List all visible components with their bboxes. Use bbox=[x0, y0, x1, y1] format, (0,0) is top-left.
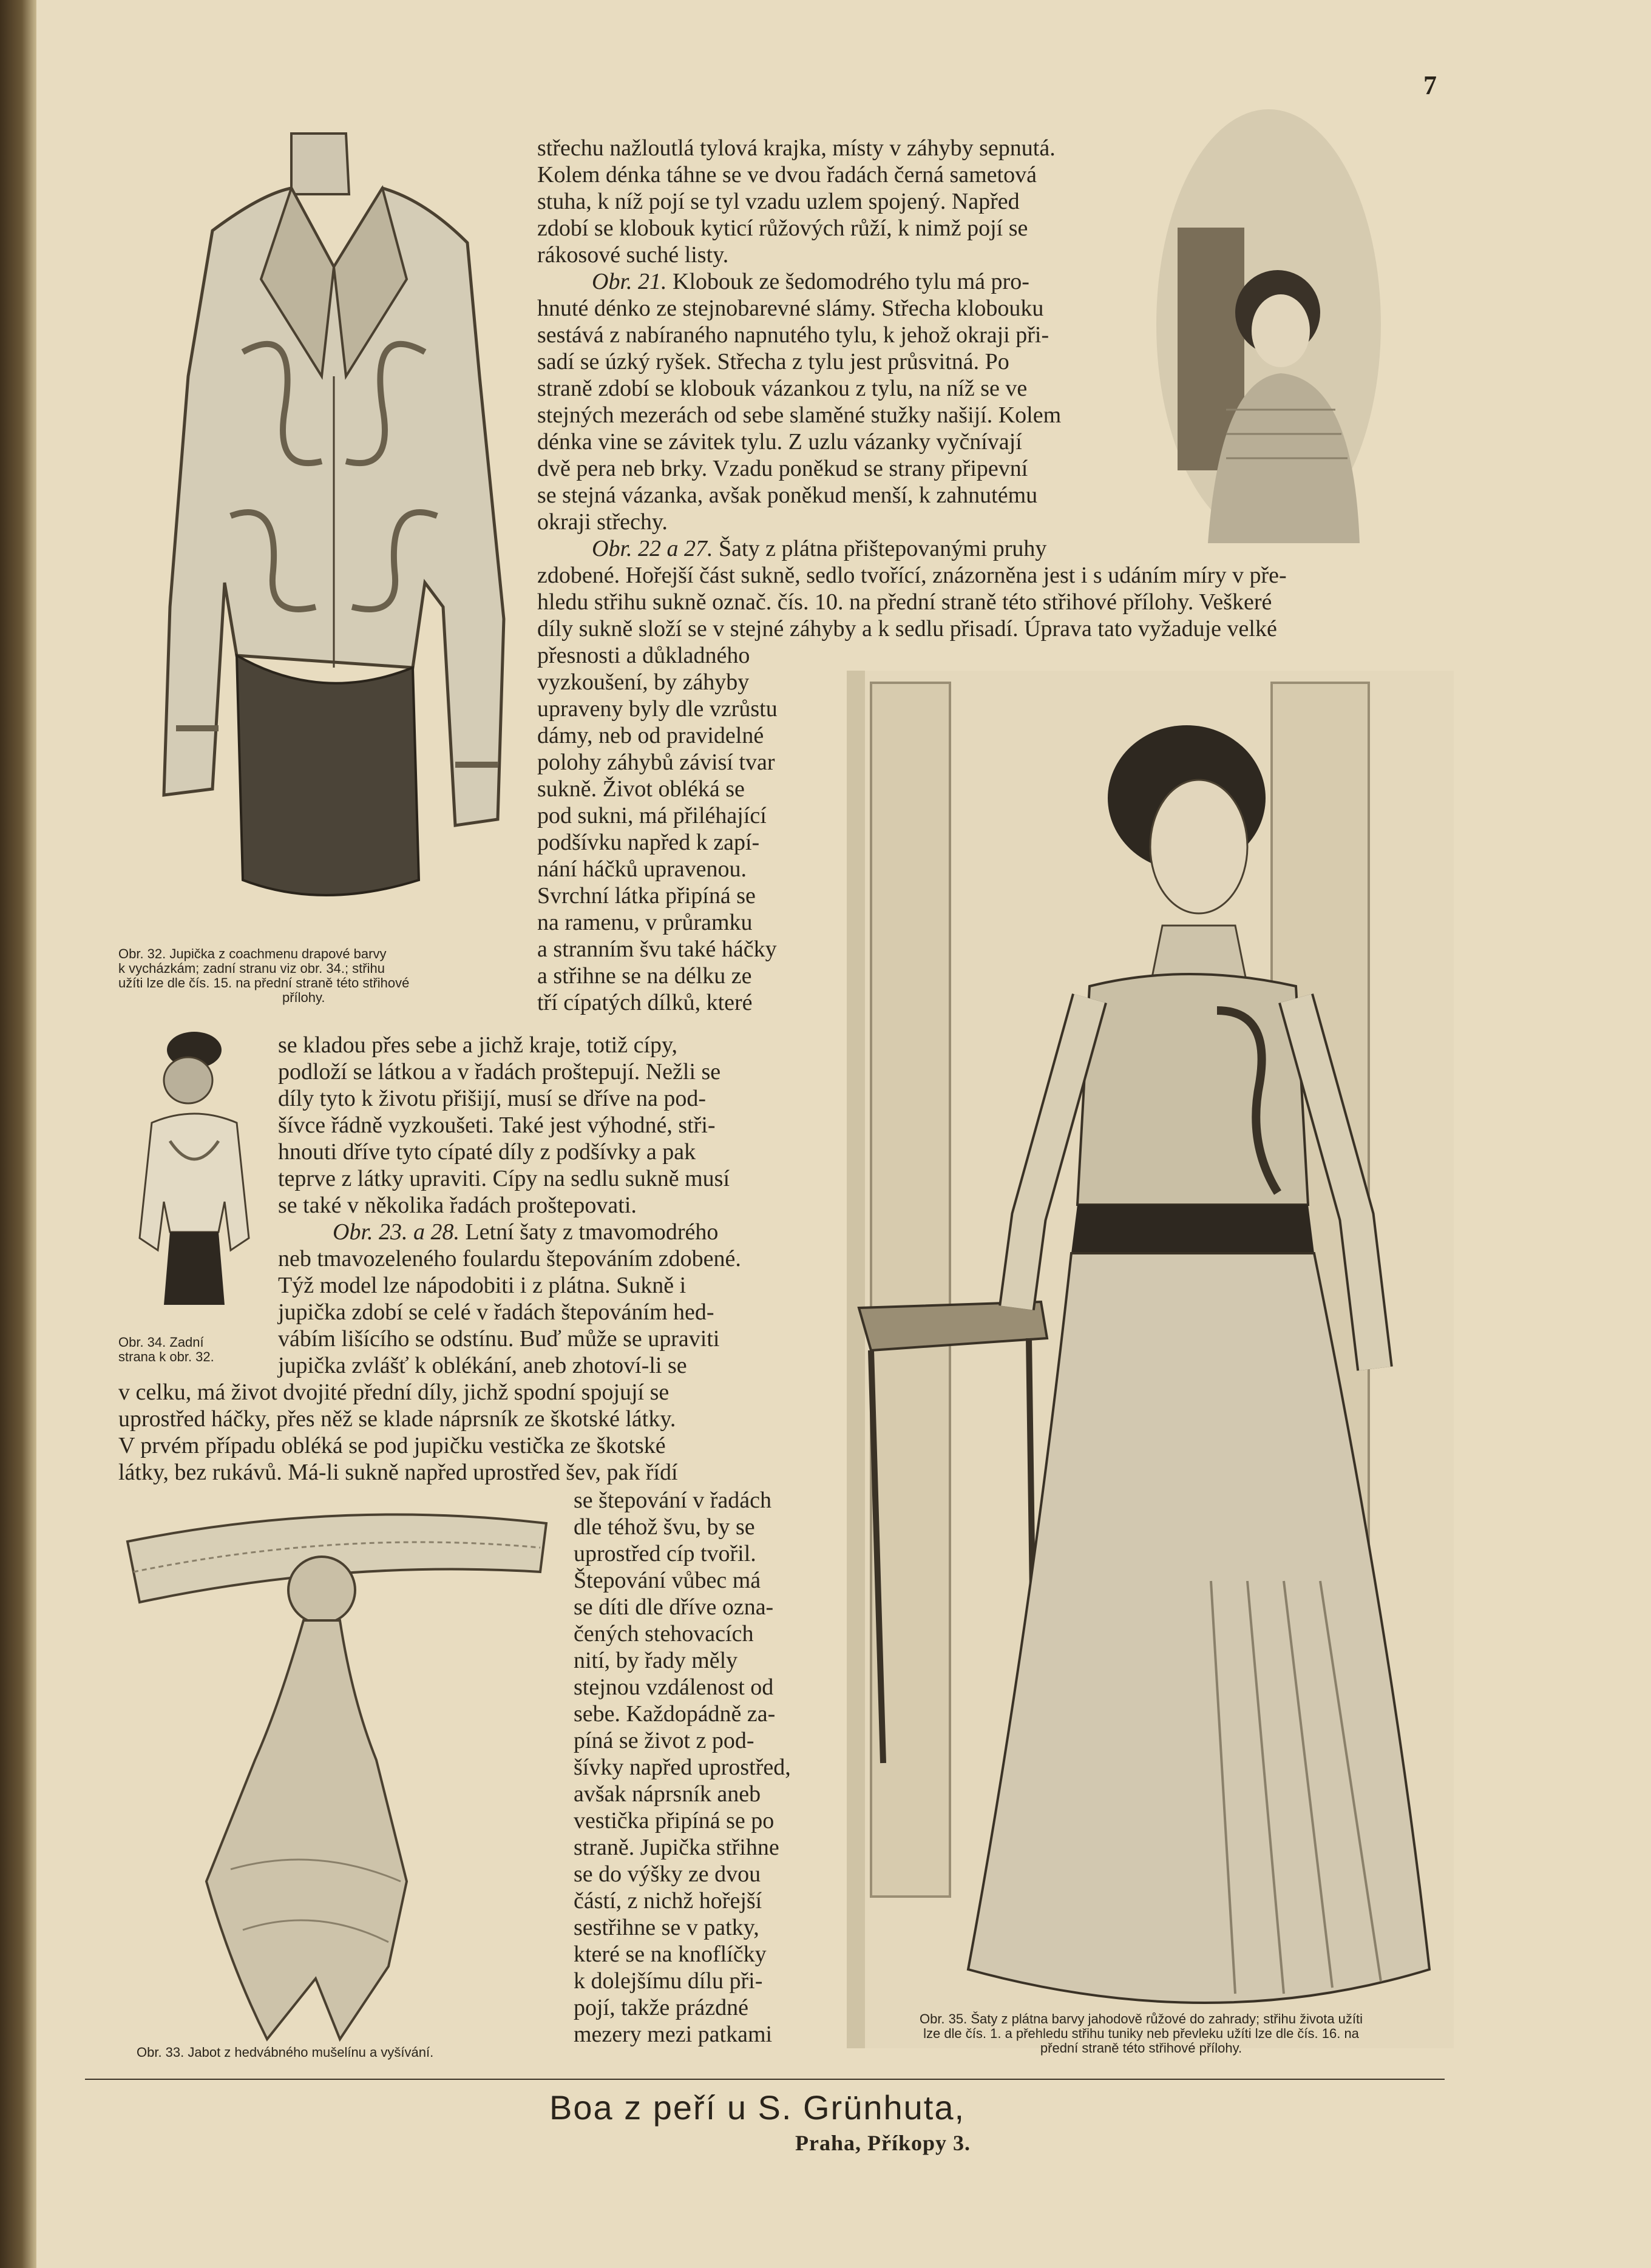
text-line: sukně. Život obléká se bbox=[537, 776, 745, 802]
text-line: se stejná vázanka, avšak poněkud menší, k zahnutému bbox=[537, 482, 1038, 508]
caption-line: Obr. 32. Jupička z coachmenu drapové barvy bbox=[118, 946, 387, 961]
text-block-obr22-wide bbox=[537, 562, 1448, 642]
advertisement-address: Praha, Příkopy 3. bbox=[795, 2131, 971, 2155]
text-line: šívky napřed uprostřed, bbox=[574, 1755, 791, 1780]
text-line: neb tmavozeleného foulardu štepováním zdobené. bbox=[278, 1246, 741, 1271]
footer-divider bbox=[85, 2079, 1445, 2080]
caption-line: k vycházkám; zadní stranu viz obr. 34.; střihu bbox=[118, 961, 385, 976]
jacket-drawing bbox=[140, 121, 528, 910]
text-line: šívce řádně vyzkoušeti. Také jest výhodné, stři- bbox=[278, 1112, 716, 1138]
text-line: dle téhož švu, by se bbox=[574, 1514, 755, 1540]
text-line: rákosové suché listy. bbox=[537, 242, 729, 268]
text-line: se kladou přes sebe a jichž kraje, totiž cípy, bbox=[278, 1032, 678, 1058]
text-line: vestička připíná se po bbox=[574, 1808, 775, 1833]
text-block-1 bbox=[537, 135, 1144, 268]
text-block-obr21 bbox=[537, 268, 1144, 535]
text-line: částí, z nichž hořejší bbox=[574, 1888, 762, 1914]
text-block-7 bbox=[118, 1379, 803, 1486]
text-line: zdobí se klobouk kyticí růžových růží, k nimž pojí se bbox=[537, 215, 1028, 241]
caption-line: lze dle čís. 1. a přehledu střihu tuniky neb převleku užíti lze dle čís. 16. na bbox=[923, 2026, 1359, 2041]
text-line: straně zdobí se klobouk vázankou z tylu, na níž se ve bbox=[537, 376, 1028, 401]
text-line: dénka vine se závitek tylu. Z uzlu vázanky vyčnívají bbox=[537, 429, 1022, 455]
text-line: Kolem dénka táhne se ve dvou řadách černá sametová bbox=[537, 162, 1037, 188]
caption-line: užíti lze dle čís. 15. na přední straně této střihové bbox=[118, 975, 410, 990]
text-line: sestřihne se v patky, bbox=[574, 1915, 759, 1940]
jabot-drawing bbox=[121, 1505, 558, 2051]
text-line: okraji střechy. bbox=[537, 509, 668, 535]
text-line: sebe. Každopádně za- bbox=[574, 1701, 776, 1727]
text-line: k dolejšímu dílu při- bbox=[574, 1968, 763, 1994]
text-line: Šaty z plátna přištepovanými pruhy bbox=[719, 536, 1047, 561]
text-line: uprostřed háčky, přes něž se klade náprsník ze škotské látky. bbox=[118, 1406, 676, 1432]
text-line: které se na knoflíčky bbox=[574, 1941, 767, 1967]
text-line: se do výšky ze dvou bbox=[574, 1861, 761, 1887]
dress-drawing bbox=[847, 671, 1454, 2048]
text-line: Svrchní látka připíná se bbox=[537, 883, 756, 909]
text-line: sadí se úzký ryšek. Střecha z tylu jest průsvitná. Po bbox=[537, 349, 1009, 374]
advertisement-headline: Boa z peří u S. Grünhuta, bbox=[549, 2088, 966, 2127]
text-line: nití, by řady měly bbox=[574, 1648, 738, 1673]
text-line: čených stehovacích bbox=[574, 1621, 754, 1647]
text-line: Klobouk ze šedomodrého tylu má pro- bbox=[673, 269, 1029, 294]
text-line: se také v několika řadách proštepovati. bbox=[278, 1193, 637, 1218]
figure-reference: Obr. 23. a 28. bbox=[333, 1219, 460, 1245]
text-line: vábím lišícího se odstínu. Buď může se upraviti bbox=[278, 1326, 720, 1352]
text-block-5 bbox=[278, 1032, 803, 1219]
text-line: polohy záhybů závisí tvar bbox=[537, 750, 775, 775]
text-line: jupička zvlášť k oblékání, aneb zhotoví-li se bbox=[278, 1353, 687, 1378]
text-line: se štepování v řadách bbox=[574, 1488, 772, 1513]
text-block-obr23 bbox=[278, 1219, 803, 1379]
text-line: hnouti dříve tyto cípaté díly z podšívky a pak bbox=[278, 1139, 696, 1165]
figure-portrait-photo bbox=[1153, 106, 1384, 543]
text-line: díly tyto k životu přišijí, musí se dříve na pod- bbox=[278, 1086, 707, 1111]
text-line: jupička zdobí se celé v řadách štepováním hed- bbox=[278, 1299, 714, 1325]
text-line: uprostřed cíp tvořil. bbox=[574, 1541, 756, 1566]
text-line: tří cípatých dílků, které bbox=[537, 990, 753, 1015]
text-line: zdobené. Hořejší část sukně, sedlo tvořící, znázorněna jest i s udáním míry v pře- bbox=[537, 563, 1287, 588]
caption-line: přílohy. bbox=[282, 990, 325, 1005]
text-line: na ramenu, v průramku bbox=[537, 910, 753, 935]
text-block-narrow bbox=[537, 642, 853, 1016]
figure-dress-illustration bbox=[847, 671, 1454, 2048]
caption-line: Obr. 35. Šaty z plátna barvy jahodově růžové do zahrady; střihu života užíti bbox=[919, 2011, 1363, 2026]
back-view-drawing bbox=[134, 1020, 255, 1317]
text-line: díly sukně složí se v stejné záhyby a k sedlu přisadí. Úprava tato vyžaduje velké bbox=[537, 616, 1277, 641]
text-line: Štepování vůbec má bbox=[574, 1568, 761, 1593]
text-block-8 bbox=[574, 1487, 804, 2048]
caption-line: Obr. 34. Zadní bbox=[118, 1335, 204, 1350]
text-line: podšívku napřed k zapí- bbox=[537, 830, 760, 855]
figure-jacket-illustration bbox=[140, 121, 528, 910]
text-line: v celku, má život dvojité přední díly, jichž spodní spojují se bbox=[118, 1379, 670, 1405]
text-line: píná se život z pod- bbox=[574, 1728, 754, 1753]
text-line: a střihne se na délku ze bbox=[537, 963, 752, 989]
text-line: dvě pera neb brky. Vzadu poněkud se strany připevní bbox=[537, 456, 1028, 481]
caption-obr32 bbox=[118, 947, 531, 1005]
text-line: přesnosti a důkladného bbox=[537, 643, 750, 668]
figure-back-view bbox=[134, 1020, 255, 1317]
text-line: V prvém případu obléká se pod jupičku vestička ze škotské bbox=[118, 1433, 666, 1458]
text-line: pojí, takže prázdné bbox=[574, 1995, 749, 2020]
text-line: Týž model lze nápodobiti i z plátna. Sukně i bbox=[278, 1273, 687, 1298]
caption-obr34 bbox=[118, 1335, 258, 1364]
portrait-drawing bbox=[1153, 106, 1384, 543]
text-line: střechu nažloutlá tylová krajka, místy v záhyby sepnutá. bbox=[537, 135, 1056, 161]
text-line: upraveny byly dle vzrůstu bbox=[537, 696, 778, 722]
page-number: 7 bbox=[1423, 70, 1437, 100]
text-line: straně. Jupička střihne bbox=[574, 1835, 779, 1860]
caption-obr33: Obr. 33. Jabot z hedvábného mušelínu a vyšívání. bbox=[137, 2045, 434, 2060]
text-line: sestává z nabíraného napnutého tylu, k jehož okraji při- bbox=[537, 322, 1049, 348]
text-line: látky, bez rukávů. Má-li sukně napřed uprostřed šev, pak řídí bbox=[118, 1460, 678, 1485]
text-line: vyzkoušení, by záhyby bbox=[537, 669, 750, 695]
text-line: nání háčků upravenou. bbox=[537, 856, 747, 882]
caption-line: přední straně této střihové přílohy. bbox=[1040, 2040, 1242, 2056]
text-line: stuha, k níž pojí se tyl vzadu uzlem spojený. Napřed bbox=[537, 189, 1020, 214]
text-block-obr22-first bbox=[537, 535, 1144, 562]
text-line: hnuté dénko ze stejnobarevné slámy. Střecha klobouku bbox=[537, 296, 1044, 321]
text-line: se díti dle dříve ozna- bbox=[574, 1594, 774, 1620]
caption-line: strana k obr. 32. bbox=[118, 1349, 214, 1364]
figure-reference: Obr. 21. bbox=[592, 269, 667, 294]
text-line: a stranním švu také háčky bbox=[537, 936, 777, 962]
caption-obr35 bbox=[835, 2012, 1448, 2056]
text-line: Letní šaty z tmavomodrého bbox=[465, 1219, 719, 1245]
text-line: teprve z látky upraviti. Cípy na sedlu sukně musí bbox=[278, 1166, 730, 1191]
text-line: hledu střihu sukně označ. čís. 10. na přední straně této střihové přílohy. Veškeré bbox=[537, 589, 1272, 615]
figure-reference: Obr. 22 a 27. bbox=[592, 536, 713, 561]
text-line: pod sukni, má přiléhající bbox=[537, 803, 767, 828]
text-line: dámy, neb od pravidelné bbox=[537, 723, 764, 748]
text-line: avšak náprsník aneb bbox=[574, 1781, 761, 1807]
text-line: mezery mezi patkami bbox=[574, 2022, 773, 2047]
book-binding-edge bbox=[0, 0, 36, 2268]
text-line: stejných mezerách od sebe slaměné stužky našijí. Kolem bbox=[537, 402, 1062, 428]
figure-jabot bbox=[121, 1505, 558, 2051]
text-line: podloží se látkou a v řadách proštepují. Nežli se bbox=[278, 1059, 721, 1085]
text-line: stejnou vzdálenost od bbox=[574, 1674, 774, 1700]
